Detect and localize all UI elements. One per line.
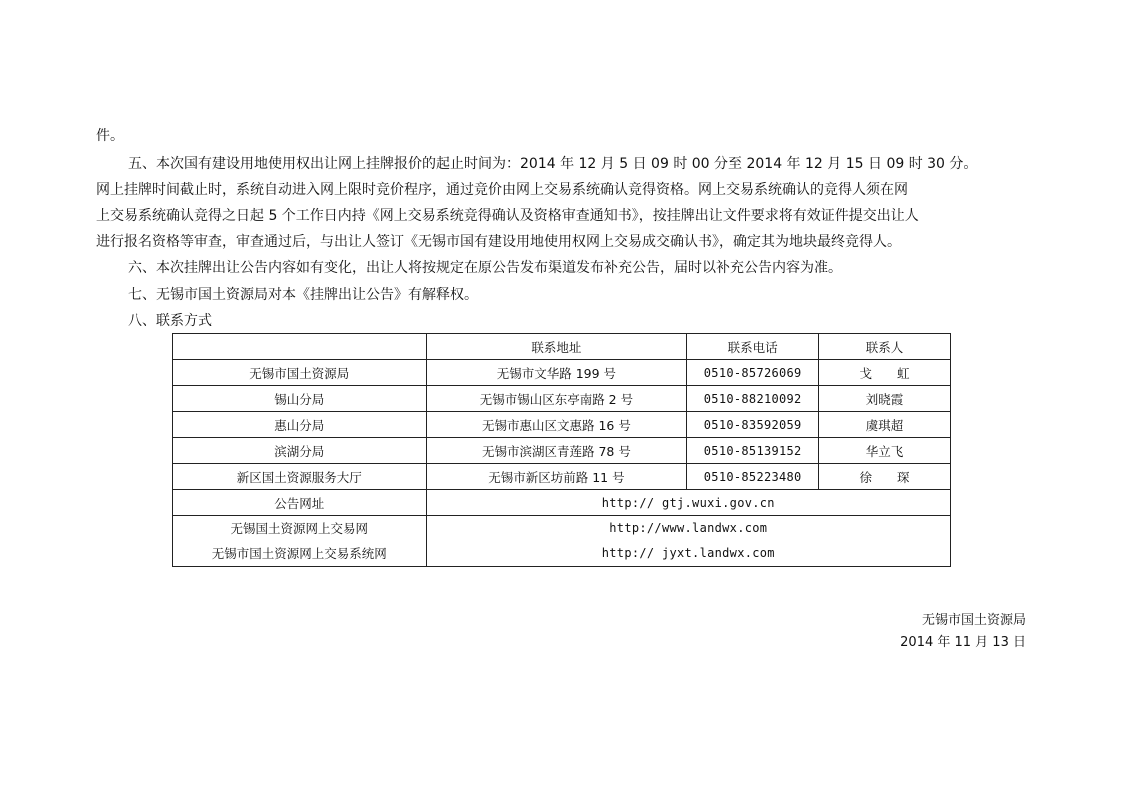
table-row xyxy=(173,360,951,386)
trade-site-labels xyxy=(173,516,427,567)
header-address: 联系地址 xyxy=(426,334,687,360)
website-url: http:// gtj.wuxi.gov.cn xyxy=(426,490,950,516)
office-phone: 0510-85223480 xyxy=(687,464,819,490)
paragraph-5-line-3: 上交易系统确认竞得之日起 5 个工作日内持《网上交易系统竞得确认及资格审查通知书》，按挂牌出让文件要求将有效证件提交出让人 xyxy=(96,208,919,224)
office-address: 无锡市滨湖区青莲路 78 号 xyxy=(426,438,687,464)
office-phone: 0510-88210092 xyxy=(687,386,819,412)
office-name: 锡山分局 xyxy=(173,386,427,412)
office-address: 无锡市新区坊前路 11 号 xyxy=(426,464,687,490)
table-header-row xyxy=(173,334,951,360)
signature-org: 无锡市国土资源局 xyxy=(921,613,1026,628)
office-contact: 徐 琛 xyxy=(819,464,951,490)
header-phone: 联系电话 xyxy=(687,334,819,360)
paragraph-7: 七、无锡市国土资源局对本《挂牌出让公告》有解释权。 xyxy=(128,287,478,303)
office-phone: 0510-83592059 xyxy=(687,412,819,438)
trade-site-row xyxy=(173,516,951,567)
paragraph-5-line-2: 网上挂牌时间截止时，系统自动进入网上限时竞价程序，通过竞价由网上交易系统确认竞得资格。网上交易系统确认的竞得人须在网 xyxy=(96,182,908,198)
office-address: 无锡市惠山区文惠路 16 号 xyxy=(426,412,687,438)
trade-site-label-1: 无锡国土资源网上交易网 xyxy=(230,521,369,536)
trade-site-urls xyxy=(426,516,950,567)
office-address: 无锡市锡山区东亭南路 2 号 xyxy=(426,386,687,412)
office-name: 滨湖分局 xyxy=(173,438,427,464)
office-name: 无锡市国土资源局 xyxy=(173,360,427,386)
trade-site-label-2: 无锡市国土资源网上交易系统网 xyxy=(211,546,387,561)
website-row xyxy=(173,490,951,516)
signature-date: 2014 年 11 月 13 日 xyxy=(900,635,1026,650)
paragraph-5-line-4: 进行报名资格等审查，审查通过后，与出让人签订《无锡市国有建设用地使用权网上交易成交确认书》，确定其为地块最终竞得人。 xyxy=(96,234,901,250)
office-contact: 刘晓霞 xyxy=(819,386,951,412)
office-contact: 虞琪超 xyxy=(819,412,951,438)
office-phone: 0510-85139152 xyxy=(687,438,819,464)
table-row xyxy=(173,438,951,464)
office-contact: 戈 虹 xyxy=(819,360,951,386)
header-blank xyxy=(173,334,427,360)
header-contact: 联系人 xyxy=(819,334,951,360)
website-label: 公告网址 xyxy=(173,490,427,516)
paragraph-8-heading: 八、联系方式 xyxy=(128,313,212,329)
contact-table xyxy=(172,333,951,567)
paragraph-5-line-1: 五、本次国有建设用地使用权出让网上挂牌报价的起止时间为：2014 年 12 月 5 日 09 时 00 分至 2014 年 12 月 15 日 09 时 30 分。 xyxy=(128,156,978,172)
table-row xyxy=(173,386,951,412)
office-contact: 华立飞 xyxy=(819,438,951,464)
office-name: 新区国土资源服务大厅 xyxy=(173,464,427,490)
office-name: 惠山分局 xyxy=(173,412,427,438)
table-row xyxy=(173,464,951,490)
paragraph-continuation: 件。 xyxy=(96,128,124,144)
paragraph-6: 六、本次挂牌出让公告内容如有变化，出让人将按规定在原公告发布渠道发布补充公告，届时以补充公告内容为准。 xyxy=(128,260,842,276)
office-address: 无锡市文华路 199 号 xyxy=(426,360,687,386)
trade-site-url-1: http://www.landwx.com xyxy=(609,521,768,535)
trade-site-url-2: http:// jyxt.landwx.com xyxy=(601,546,775,560)
office-phone: 0510-85726069 xyxy=(687,360,819,386)
table-row xyxy=(173,412,951,438)
